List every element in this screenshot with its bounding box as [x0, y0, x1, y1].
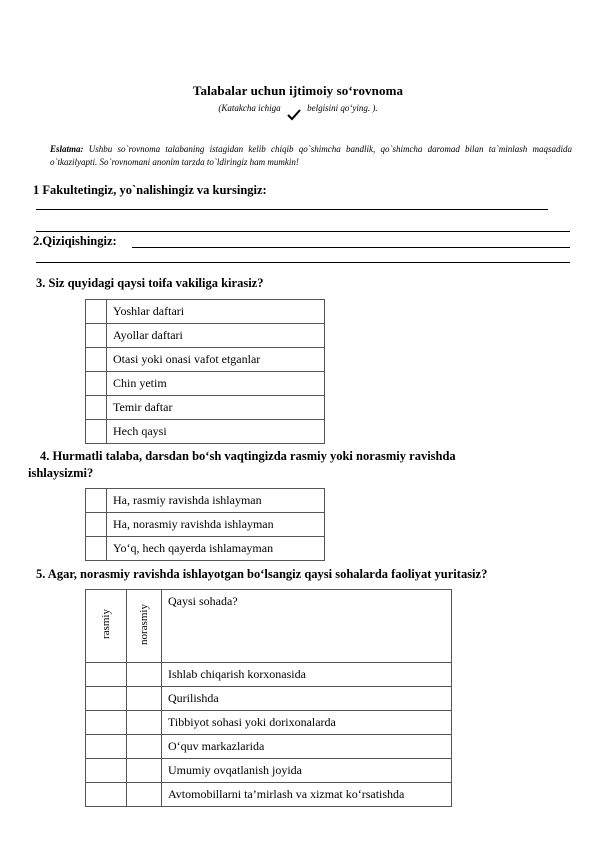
q5-checkbox[interactable] — [127, 759, 162, 783]
q4-row — [86, 537, 325, 561]
question-4-line-2: ishlaysizmi? — [28, 466, 94, 480]
q3-checkbox[interactable] — [86, 396, 107, 420]
checkmark-icon — [287, 109, 301, 121]
q3-checkbox[interactable] — [86, 348, 107, 372]
question-5: 5. Agar, norasmiy ravishda ishlayotgan bo‘lsangiz qaysi sohalarda faoliyat yuritasiz? — [36, 567, 488, 581]
q5-header-row — [86, 590, 452, 663]
q5-checkbox[interactable] — [86, 711, 127, 735]
q5-checkbox[interactable] — [86, 663, 127, 687]
question-1: 1 Fakultetingiz, yo`nalishingiz va kursingiz: — [33, 183, 267, 197]
q5-row — [86, 687, 452, 711]
q5-row — [86, 759, 452, 783]
q3-row — [86, 300, 325, 324]
note-text: Ushbu so`rovnoma talabaning istagidan kelib chiqib qo`shimcha bandlik, qo`shimcha daromad bilan ta`minlash maqsadida o`tkazilyapti. So`rovnomani anonim tarzda to`ldiringiz ham mumkin! — [50, 144, 573, 167]
q5-option-label: Avtomobillarni ta’mirlash va xizmat ko‘rsatishda — [162, 783, 452, 807]
answer-line-1a[interactable] — [36, 209, 548, 210]
q5-row — [86, 735, 452, 759]
q3-option-label: Hech qaysi — [107, 420, 325, 444]
q4-checkbox[interactable] — [86, 513, 107, 537]
q4-option-label: Ha, rasmiy ravishda ishlayman — [107, 489, 325, 513]
answer-line-1b[interactable] — [36, 231, 570, 232]
q4-row — [86, 513, 325, 537]
instruction-after: belgisini qo‘ying. ). — [307, 103, 378, 113]
q4-checkbox[interactable] — [86, 489, 107, 513]
instruction-before: (Katakcha ichiga — [218, 103, 281, 113]
q4-option-label: Yo‘q, hech qayerda ishlamayman — [107, 537, 325, 561]
q5-checkbox[interactable] — [127, 711, 162, 735]
q3-row — [86, 324, 325, 348]
q5-row — [86, 711, 452, 735]
q5-header-rasmiy: rasmiy — [100, 609, 112, 639]
q5-checkbox[interactable] — [127, 783, 162, 807]
question-4-line-1: 4. Hurmatli talaba, darsdan bo‘sh vaqtingizda rasmiy yoki norasmiy ravishda — [40, 449, 456, 463]
q4-option-label: Ha, norasmiy ravishda ishlayman — [107, 513, 325, 537]
note-label: Eslatma: — [50, 144, 84, 154]
q5-header-sphere: Qaysi sohada? — [162, 590, 452, 663]
q5-option-label: Umumiy ovqatlanish joyida — [162, 759, 452, 783]
q5-options-table — [85, 589, 452, 807]
q3-row — [86, 372, 325, 396]
q4-row — [86, 489, 325, 513]
q5-option-label: Qurilishda — [162, 687, 452, 711]
q3-option-label: Chin yetim — [107, 372, 325, 396]
q3-options-table — [85, 299, 325, 444]
q3-row — [86, 420, 325, 444]
q3-option-label: Ayollar daftari — [107, 324, 325, 348]
q5-checkbox[interactable] — [127, 663, 162, 687]
q3-checkbox[interactable] — [86, 372, 107, 396]
answer-line-2b[interactable] — [36, 262, 570, 263]
question-3: 3. Siz quyidagi qaysi toifa vakiliga kirasiz? — [36, 276, 264, 290]
survey-note — [50, 143, 572, 169]
q3-row — [86, 348, 325, 372]
question-2: 2.Qiziqishingiz: — [33, 234, 117, 248]
q5-checkbox[interactable] — [86, 759, 127, 783]
q3-row — [86, 396, 325, 420]
q3-option-label: Temir daftar — [107, 396, 325, 420]
q5-row — [86, 663, 452, 687]
q3-checkbox[interactable] — [86, 300, 107, 324]
q3-option-label: Otasi yoki onasi vafot etganlar — [107, 348, 325, 372]
q5-option-label: O‘quv markazlarida — [162, 735, 452, 759]
survey-instruction — [0, 103, 596, 113]
q5-row — [86, 783, 452, 807]
q5-checkbox[interactable] — [86, 783, 127, 807]
q5-header-norasmiy: norasmiy — [138, 603, 150, 645]
q3-option-label: Yoshlar daftari — [107, 300, 325, 324]
q5-option-label: Ishlab chiqarish korxonasida — [162, 663, 452, 687]
q3-checkbox[interactable] — [86, 324, 107, 348]
q5-checkbox[interactable] — [127, 735, 162, 759]
q4-checkbox[interactable] — [86, 537, 107, 561]
answer-line-2a[interactable] — [132, 247, 570, 248]
q5-option-label: Tibbiyot sohasi yoki dorixonalarda — [162, 711, 452, 735]
q4-options-table — [85, 488, 325, 561]
survey-title: Talabalar uchun ijtimoiy so‘rovnoma — [192, 83, 404, 98]
q5-checkbox[interactable] — [127, 687, 162, 711]
q5-checkbox[interactable] — [86, 687, 127, 711]
q5-checkbox[interactable] — [86, 735, 127, 759]
q3-checkbox[interactable] — [86, 420, 107, 444]
